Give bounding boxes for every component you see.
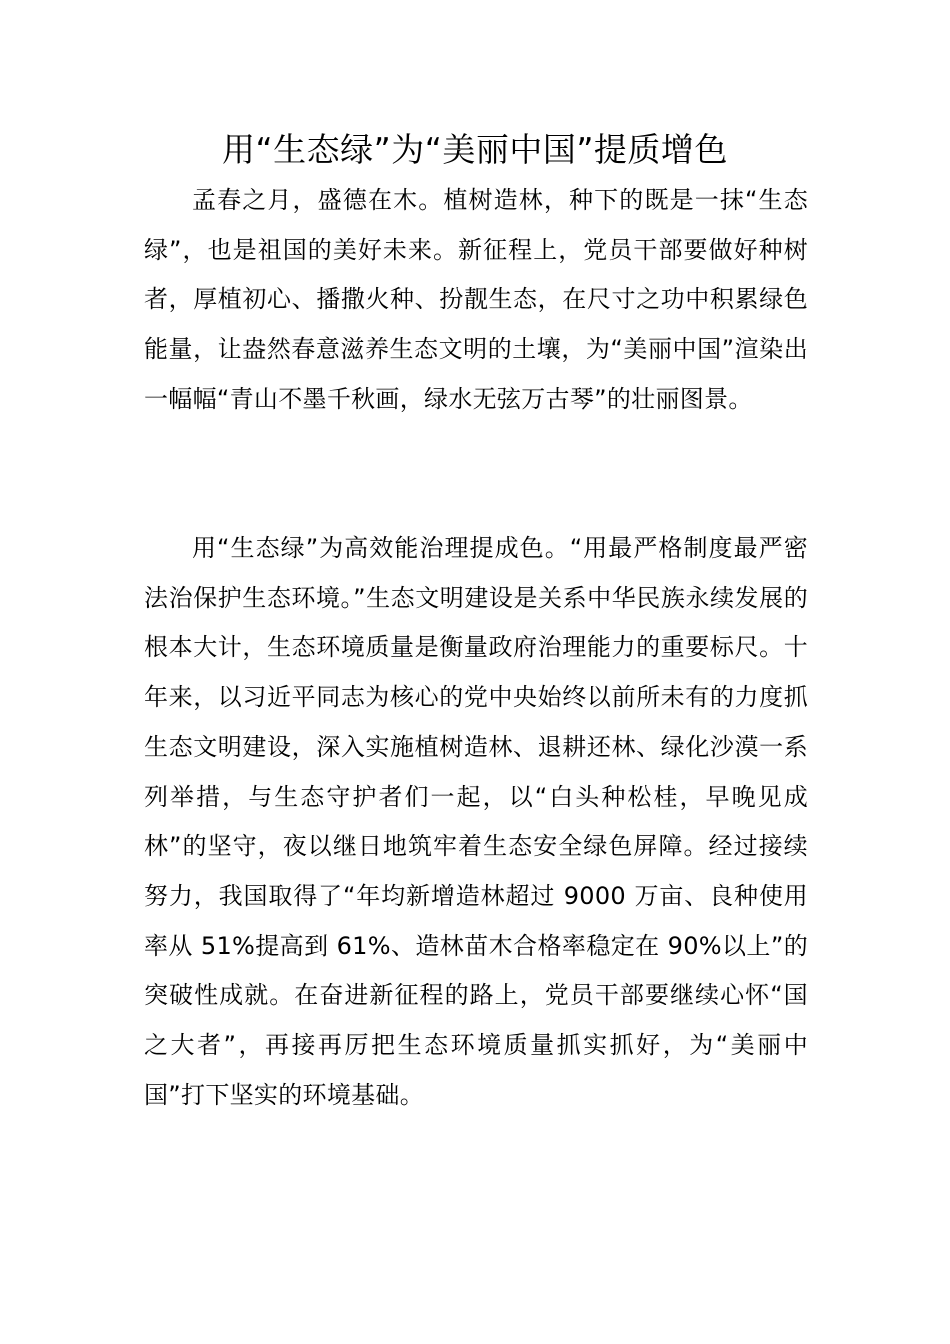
- paragraph-2: 用“生态绿”为高效能治理提成色。“用最严格制度最严密法治保护生态环境。”生态文明建设是关系中华民族永续发展的根本大计，生态环境质量是衡量政府治理能力的重要标尺。十年来，以习近平同志为核心的党中央始终以前所未有的力度抓生态文明建设，深入实施植树造林、退耕还林、绿化沙漠一系列举措，与生态守护者们一起，以“白头种松桂，早晚见成林”的坚守，夜以继日地筑牢着生态安全绿色屏障。经过接续努力，我国取得了“年均新增造林超过 9000 万亩、良种使用率从 51%提高到 61%、造林苗木合格率稳定在 90%以上”的突破性成就。在奋进新征程的路上，党员干部要继续心怀“国之大者”，再接再厉把生态环境质量抓实抓好，为“美丽中国”打下坚实的环境基础。: [144, 534, 808, 1109]
- paragraph-1: 孟春之月，盛德在木。植树造林，种下的既是一抹“生态绿”，也是祖国的美好未来。新征程上，党员干部要做好种树者，厚植初心、播撒火种、扮靓生态，在尺寸之功中积累绿色能量，让盎然春意滋养生态文明的土壤，为“美丽中国”渲染出一幅幅“青山不墨千秋画，绿水无弦万古琴”的壮丽图景。: [144, 186, 808, 413]
- document-title: 用“生态绿”为“美丽中国”提质增色: [222, 130, 728, 169]
